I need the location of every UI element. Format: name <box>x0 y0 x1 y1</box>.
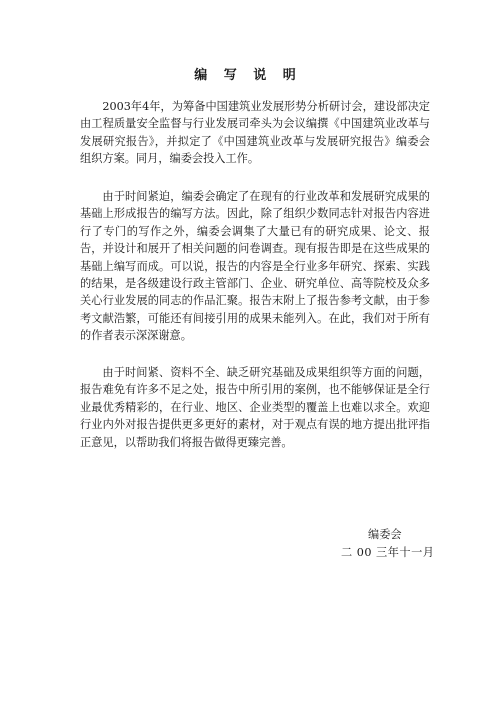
signature-date: 二 00 三年十一月 <box>341 546 435 559</box>
page-title: 编 写 说 明 <box>194 68 302 83</box>
signature-org: 编委会 <box>368 528 402 541</box>
paragraph-2: 由于时间紧迫，编委会确定了在现有的行业改革和发展研究成果的基础上形成报告的编写方法。因此，除了组织少数同志针对报告内容进行了专门的写作之外，编委会调集了大量已有的研究成果、论文、报告，并设计和展开了相关问题的问卷调查。现有报告即是在这些成果的基础上编写而成。可以说，报告的内容是全行业多年研究、探索、实践的结果，是各级建设行政主管部门、企业、研究单位、高等院校及众多关心行业发展的同志的作品汇聚。报告末附上了报告参考文献，由于参考文献浩繁，可能还有间接引用的成果未能列入。在此，我们对于所有的作者表示深深谢意。 <box>80 190 430 343</box>
paragraph-3: 由于时间紧、资料不全、缺乏研究基础及成果组织等方面的问题，报告难免有许多不足之处，报告中所引用的案例，也不能够保证是全行业最优秀精彩的，在行业、地区、企业类型的覆盖上也难以求全。欢迎行业内外对报告提供更多更好的素材，对于观点有误的地方提出批评指正意见，以帮助我们将报告做得更臻完善。 <box>80 366 430 449</box>
paragraph-1: 2003年4年，为筹备中国建筑业发展形势分析研讨会，建设部决定由工程质量安全监督与行业发展司牵头为会议编撰《中国建筑业改革与发展研究报告》，并拟定了《中国建筑业改革与发展研究报告》编委会组织方案。同月，编委会投入工作。 <box>80 100 430 166</box>
